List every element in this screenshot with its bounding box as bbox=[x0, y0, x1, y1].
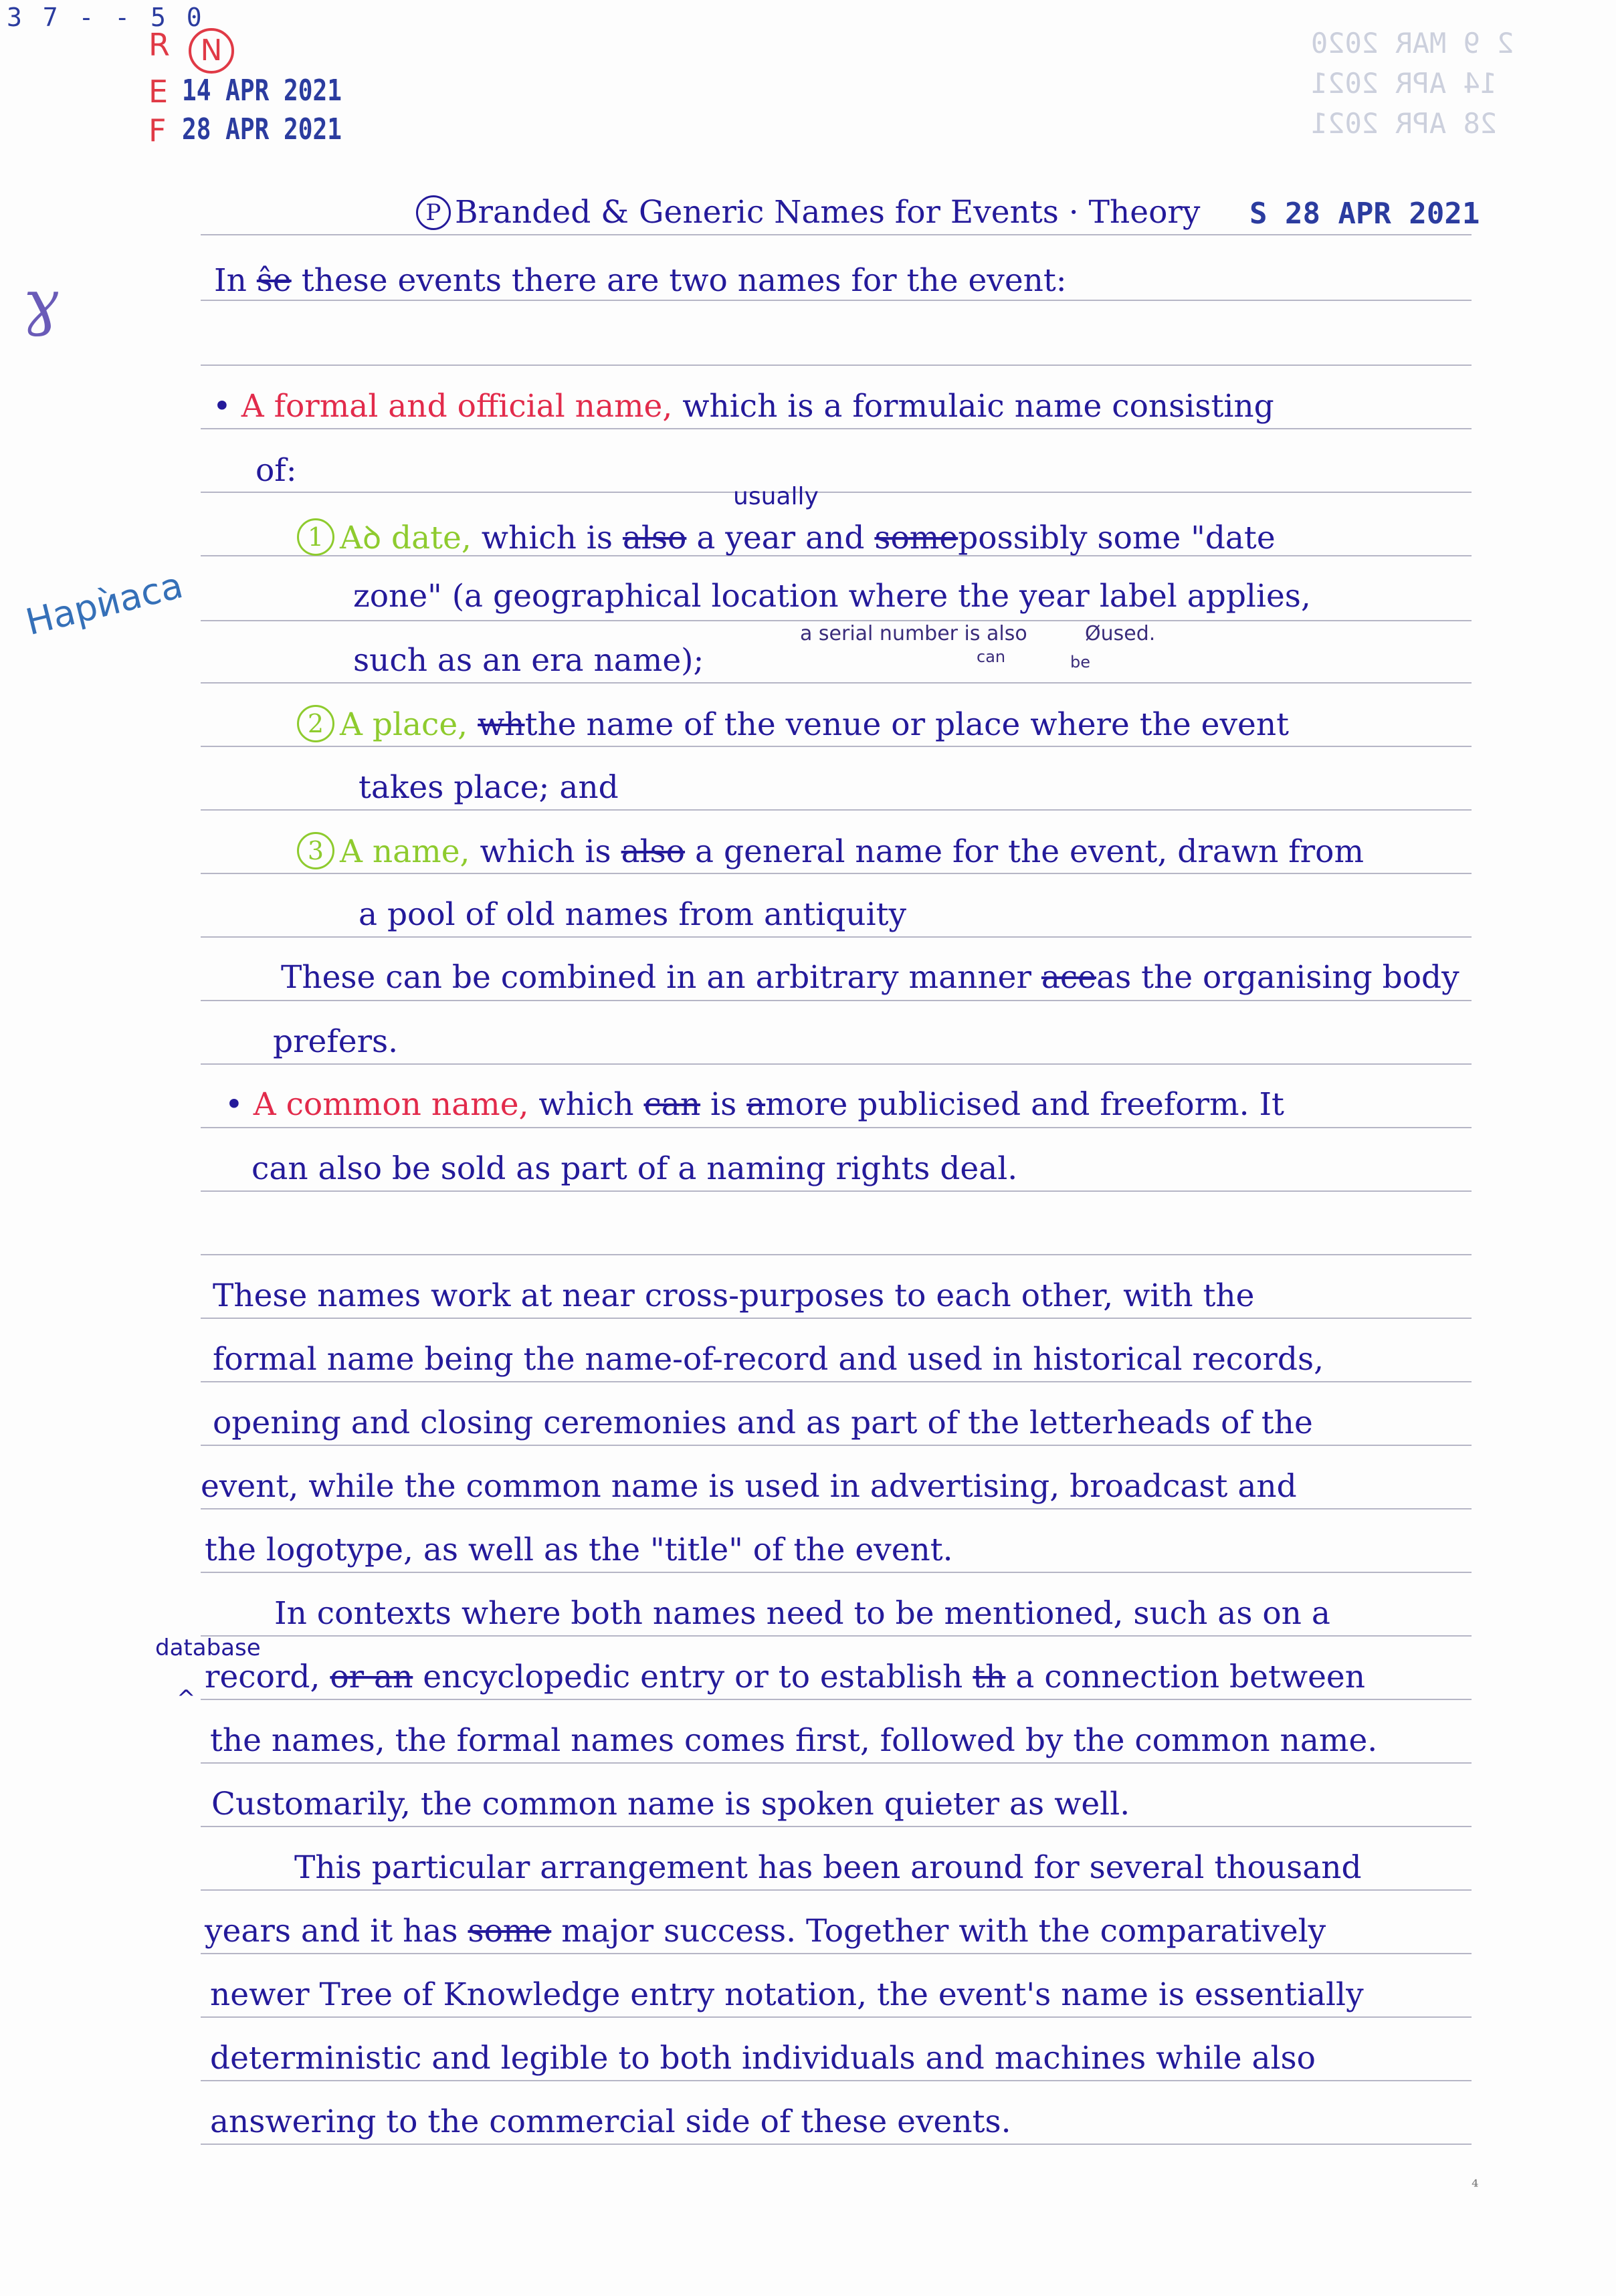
title-circle-p: P bbox=[416, 195, 451, 230]
combined-text-a: These can be combined in an arbitrary manner bbox=[281, 959, 1041, 996]
intro-line bbox=[214, 262, 1067, 299]
p3-strike: some bbox=[468, 1913, 552, 1950]
paragraph-2-line-2 bbox=[205, 1659, 1365, 1695]
p2-strike: or an bbox=[330, 1659, 413, 1695]
common-text-a: which bbox=[528, 1086, 644, 1123]
common-strike: can bbox=[643, 1086, 701, 1123]
common-text-c: more publicised and freeform. It bbox=[765, 1086, 1284, 1123]
paragraph-1-line-2: formal name being the name-of-record and used in historical records, bbox=[213, 1341, 1324, 1378]
be-insert: be bbox=[1070, 653, 1090, 671]
stamp-letter-e: E bbox=[148, 74, 169, 110]
margin-glyph: ɣ bbox=[23, 268, 59, 338]
item-3-label: A name, bbox=[340, 833, 470, 870]
stamp-date-f: 28 APR 2021 bbox=[182, 112, 342, 146]
stamp-letter-r: R bbox=[148, 27, 170, 63]
paragraph-1-line-3: opening and closing ceremonies and as part of the letterheads of the bbox=[213, 1404, 1313, 1441]
p3-text-b: major success. Together with the comparatively bbox=[551, 1913, 1326, 1950]
item-1-label: Aꝺ date, bbox=[340, 520, 472, 556]
combined-line bbox=[281, 959, 1459, 996]
paragraph-2-line-1: In contexts where both names need to be mentioned, such as on a bbox=[274, 1595, 1330, 1632]
bullet-formal-name bbox=[213, 388, 1274, 425]
intro-strike: ŝe bbox=[256, 262, 292, 299]
bleed-through-stamp-2: 14 APR 2021 bbox=[1311, 67, 1498, 100]
paragraph-2-line-4: Customarily, the common name is spoken quieter as well. bbox=[211, 1786, 1130, 1822]
common-strike-2: a bbox=[746, 1086, 766, 1123]
combined-strike: ace bbox=[1041, 959, 1097, 996]
item-1-text-a: which is bbox=[471, 520, 623, 556]
footer-mark: ⁴ bbox=[1472, 2177, 1479, 2197]
p2-strike-2: th bbox=[973, 1659, 1006, 1695]
item-2-number: 2 bbox=[297, 705, 334, 742]
page-title bbox=[416, 194, 1200, 231]
naming-rights-line: can also be sold as part of a naming rights deal. bbox=[251, 1150, 1018, 1187]
item-1-text-c: possibly some "date bbox=[958, 520, 1276, 556]
paragraph-3-line-5: answering to the commercial side of these events. bbox=[210, 2103, 1011, 2140]
paragraph-1-line-5: the logotype, as well as the "title" of the event. bbox=[205, 1532, 953, 1568]
paragraph-2-line-3: the names, the formal names comes first, followed by the common name. bbox=[210, 1722, 1378, 1759]
common-text-b: is bbox=[700, 1086, 747, 1123]
item-2-strike: wh bbox=[478, 706, 525, 743]
p3-text-a: years and it has bbox=[205, 1913, 468, 1950]
bullet-common-name bbox=[225, 1086, 1284, 1123]
stamp-date-e: 14 APR 2021 bbox=[182, 74, 342, 108]
item-3-text-a: which is bbox=[470, 833, 621, 870]
paragraph-3-line-2 bbox=[205, 1913, 1326, 1950]
item-1-zone-line: zone" (a geographical location where the year label applies, bbox=[353, 578, 1311, 615]
item-1-text-b: a year and bbox=[686, 520, 875, 556]
intro-word: In bbox=[214, 262, 247, 299]
insert-caret: ^ bbox=[177, 1685, 196, 1712]
margin-note: Нарѝаса bbox=[21, 564, 187, 644]
bullet-dot: • bbox=[213, 388, 231, 425]
item-2-takes-line: takes place; and bbox=[359, 769, 619, 806]
item-1-strike-2: some bbox=[874, 520, 958, 556]
item-3-text-b: a general name for the event, drawn from bbox=[685, 833, 1365, 870]
usually-insert: usually bbox=[733, 483, 819, 510]
prefers-line: prefers. bbox=[273, 1023, 399, 1060]
title-date-stamp: S 28 APR 2021 bbox=[1249, 197, 1480, 231]
item-3-pool-line: a pool of old names from antiquity bbox=[359, 896, 907, 933]
item-3-number: 3 bbox=[297, 832, 334, 869]
bleed-through-stamp-3: 28 APR 2021 bbox=[1311, 107, 1498, 140]
paragraph-3-line-3: newer Tree of Knowledge entry notation, the event's name is essentially bbox=[210, 1976, 1364, 2013]
formal-name-label: A formal and official name, bbox=[241, 388, 673, 425]
combined-text-b: as the organising body bbox=[1096, 959, 1459, 996]
item-3-strike: also bbox=[621, 833, 686, 870]
paragraph-1-line-4: event, while the common name is used in advertising, broadcast and bbox=[201, 1468, 1297, 1505]
item-1-line bbox=[297, 515, 1276, 558]
p2-text-c: a connection between bbox=[1005, 1659, 1365, 1695]
database-insert: database bbox=[155, 1635, 261, 1661]
bullet-dot-2: • bbox=[225, 1086, 243, 1123]
serial-number-insert: a serial number is also bbox=[800, 622, 1027, 645]
item-1-number: 1 bbox=[297, 518, 334, 556]
p2-text-b: encyclopedic entry or to establish bbox=[413, 1659, 973, 1695]
intro-rest: these events there are two names for the event: bbox=[301, 262, 1067, 299]
paragraph-3-line-1: This particular arrangement has been around for several thousand bbox=[294, 1849, 1362, 1886]
used-insert: Øused. bbox=[1085, 622, 1156, 645]
paragraph-3-line-4: deterministic and legible to both individuals and machines while also bbox=[210, 2040, 1316, 2077]
can-insert: can bbox=[977, 647, 1006, 666]
title-text: Branded & Generic Names for Events · Theory bbox=[455, 194, 1201, 231]
bullet-formal-of: of: bbox=[256, 452, 297, 489]
document-number-stamp: 3 7 - - 5 0 bbox=[7, 3, 205, 32]
stamp-circled-n: N bbox=[189, 28, 234, 74]
item-2-rest: the name of the venue or place where the event bbox=[524, 706, 1289, 743]
item-2-line bbox=[297, 705, 1289, 743]
item-3-line bbox=[297, 832, 1364, 870]
item-2-label: A place, bbox=[340, 706, 468, 743]
paragraph-1-line-1: These names work at near cross-purposes to each other, with the bbox=[213, 1277, 1255, 1314]
common-name-label: A common name, bbox=[253, 1086, 529, 1123]
formal-name-rest: which is a formulaic name consisting bbox=[672, 388, 1274, 425]
item-1-era-line: such as an era name); bbox=[353, 642, 704, 679]
item-1-strike: also bbox=[622, 520, 687, 556]
stamp-letter-f: F bbox=[148, 112, 167, 148]
p2-text-a: record, bbox=[205, 1659, 330, 1695]
bleed-through-stamp-1: 2 9 MAR 2020 bbox=[1311, 27, 1514, 60]
